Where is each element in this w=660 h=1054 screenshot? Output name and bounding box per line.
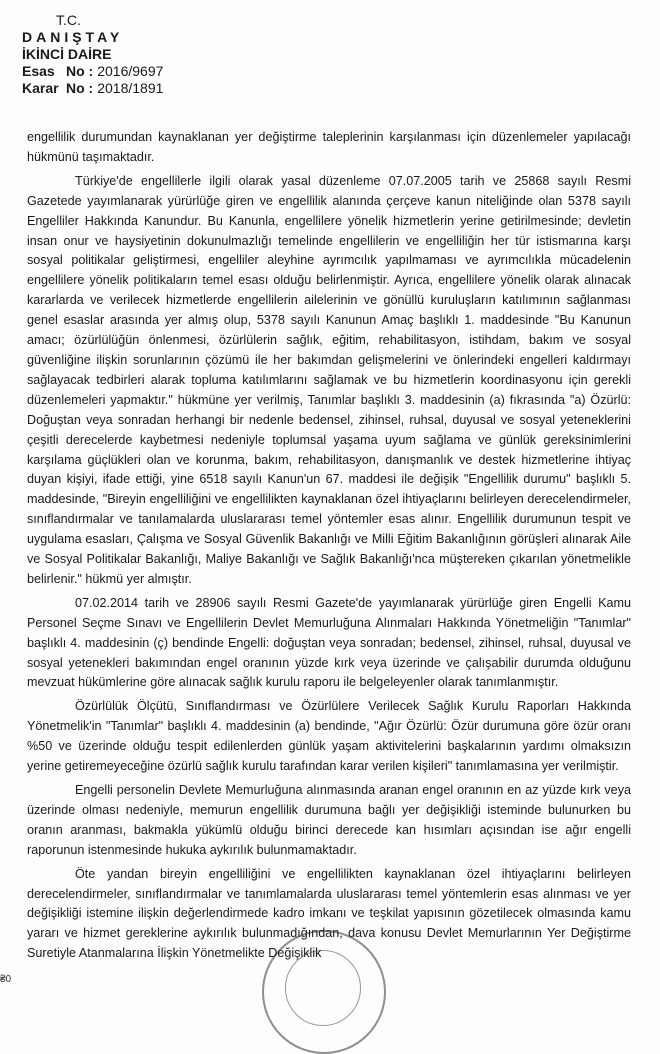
paragraph: Özürlülük Ölçütü, Sınıflandırması ve Özürlülere Verilecek Sağlık Kurulu Raporları Hakkında Yönetmelik'in "Tanımlar" başlıklı 4. maddesinin (a) bendinde, "Ağır Özürlü: Özür durumuna göre özür oranı %50 ve üzerinde olduğu tespit edilenlerden günlük yaşam aktivitelerini başkalarının yardımı olmaksızın yerine getiremeyeceğine özürlü sağlık kurulu tarafından karar verilen kişileri" tanımlamasına yer verilmiştir. [27, 699, 631, 774]
esas-row [22, 63, 163, 80]
esas-no-label: No : [66, 63, 94, 79]
header-tc: T.C. [56, 12, 81, 28]
paragraph: 07.02.2014 tarih ve 28906 sayılı Resmi Gazete'de yayımlanarak yürürlüğe giren Engelli Kamu Personel Seçme Sınavı ve Engellilerin Devlet Memurluğuna Alınmaları Hakkında Yönetmeliğin "Tanımlar" başlıklı 4. maddesinin (ç) bendinde Engelli: doğuştan veya sonradan; bedensel, zihinsel, ruhsal, duyusal ve sosyal yetenekleri bakımından engel oranının yüzde kırk veya üzerinde ve çalışabilir durumda olduğunu mevzuat hükümlerine göre alınacak sağlık kurulu raporu ile belgeleyenler olarak tanımlanmıştır. [27, 595, 631, 690]
document-header [22, 12, 163, 97]
edge-mark: ₴0 [0, 974, 12, 985]
paragraph: Türkiye'de engellilerle ilgili olarak yasal düzenleme 07.07.2005 tarih ve 25868 sayılı Resmi Gazetede yayımlanarak yürürlüğe giren ve engellilik alanında çerçeve kanun niteliğinde olan 5378 sayılı Engelliler Hakkında Kanundur. Bu Kanunla, engellilere yönelik hizmetlerin yerine getirilmesinde; devletin insan onur ve haysiyetinin dokunulmazlığı temelinde engellilerin ve engelliliğin her tür istismarına karşı sosyal politikalar geliştirmesi, engelliler aleyhine ayrımcılık yapılmaması ve ayrımcılıkla mücadelenin engellilere yönelik politikaların temel esası olduğu belirlenmiştir. Ayrıca, engellilere yönelik olarak alınacak kararlarda ve verilecek hizmetlerde engellilerin ailelerinin ve gönüllü kuruluşların katılımının sağlanması genel esaslar arasında yer almış olup, 5378 sayılı Kanunun Amaç başlıklı 1. maddesinde "Bu Kanunun amacı; özürlülüğün önlenmesi, özürlülerin sağlık, eğitim, rehabilitasyon, istihdam, bakım ve sosyal güvenliğine ilişkin sorunlarının çözümü ile her bakımdan gelişmelerini ve önlerindeki engelleri kaldırmayı sağlayacak tedbirleri alarak topluma katılımlarını sağlamak ve bu hizmetlerin koordinasyonu için gerekli düzenlemeleri yapmaktır." hükmüne yer verilmiş, Tanımlar başlıklı 3. maddesinin (a) fıkrasında "a) Özürlü: Doğuştan veya sonradan herhangi bir nedenle bedensel, zihinsel, ruhsal, duyusal ve sosyal yeteneklerini çeşitli derecelerde kaybetmesi nedeniyle toplumsal yaşama uyum sağlama ve günlük gereksinimlerini karşılama güçlükleri olan ve korunma, bakım, rehabilitasyon, danışmanlık ve destek hizmetlerine ihtiyaç duyan kişiyi, ifade ettiği, yine 6518 sayılı Kanun'un 67. maddesi ile değişik "Engellilik durumu" başlıklı 5. maddesinde, "Bireyin engelliliğini ve engellilikten kaynaklanan özel ihtiyaçlarını belirleyen derecelendirmeler, sınıflandırmalar ve tanılamalarda uluslararası temel yöntemler esas alınır. Engellilik durumunun tespit ve uygulama esasları, Çalışma ve Sosyal Güvenlik Bakanlığı ve Milli Eğitim Bakanlığının görüşleri alınarak Aile ve Sosyal Politikalar Bakanlığı, Maliye Bakanlığı ve Sağlık Bakanlığı'nca müştereken çıkarılan yönetmelikle belirlenir." hükmü yer almıştır. [27, 173, 631, 586]
esas-number: 2016/9697 [97, 63, 164, 79]
paragraph: engellilik durumundan kaynaklanan yer değiştirme taleplerinin karşılanması için düzenlemeler yapılacağı hükmünü taşımaktadır. [27, 130, 631, 164]
court-name: DANIŞTAY [22, 29, 124, 45]
chamber-name: İKİNCİ DAİRE [22, 46, 112, 62]
esas-label: Esas [22, 63, 55, 79]
paragraph: Engelli personelin Devlete Memurluğuna alınmasında aranan engel oranının en az yüzde kırk veya üzerinde olması nedeniyle, memurun engellilik durumuna bağlı yer değişikliği isteminde bulunurken bu oranın aranması, bakmakla yükümlü olduğu birinci derecede kan hısımları açısından ise ağır engelli raporunun istenmesinde hukuka aykırılık bulunmamaktadır. [27, 783, 631, 857]
official-stamp-inner-ring [285, 950, 361, 1026]
karar-label: Karar [22, 80, 59, 96]
karar-row [22, 80, 163, 97]
karar-no-label: No : [66, 80, 94, 96]
karar-number: 2018/1891 [97, 80, 164, 96]
paragraph: Öte yandan bireyin engelliliğini ve engellilikten kaynaklanan özel ihtiyaçlarını belirleyen derecelendirmeler, sınıflandırmalar ve tanımlamalarda uluslararası temel yöntemlerin esas alınması ve yer değişikliği istemine ilişkin değerlendirmede kadro imkanı ve teşkilat yapısının gözetilecek olmasında kamu yararı ve hizmet gereklerine aykırılık bulunmadığından, dava konusu Devlet Memurlarının Yer Değiştirme Suretiyle Atanmalarına İlişkin Yönetmelikte Değişiklik [27, 866, 631, 961]
document-body [27, 128, 631, 968]
